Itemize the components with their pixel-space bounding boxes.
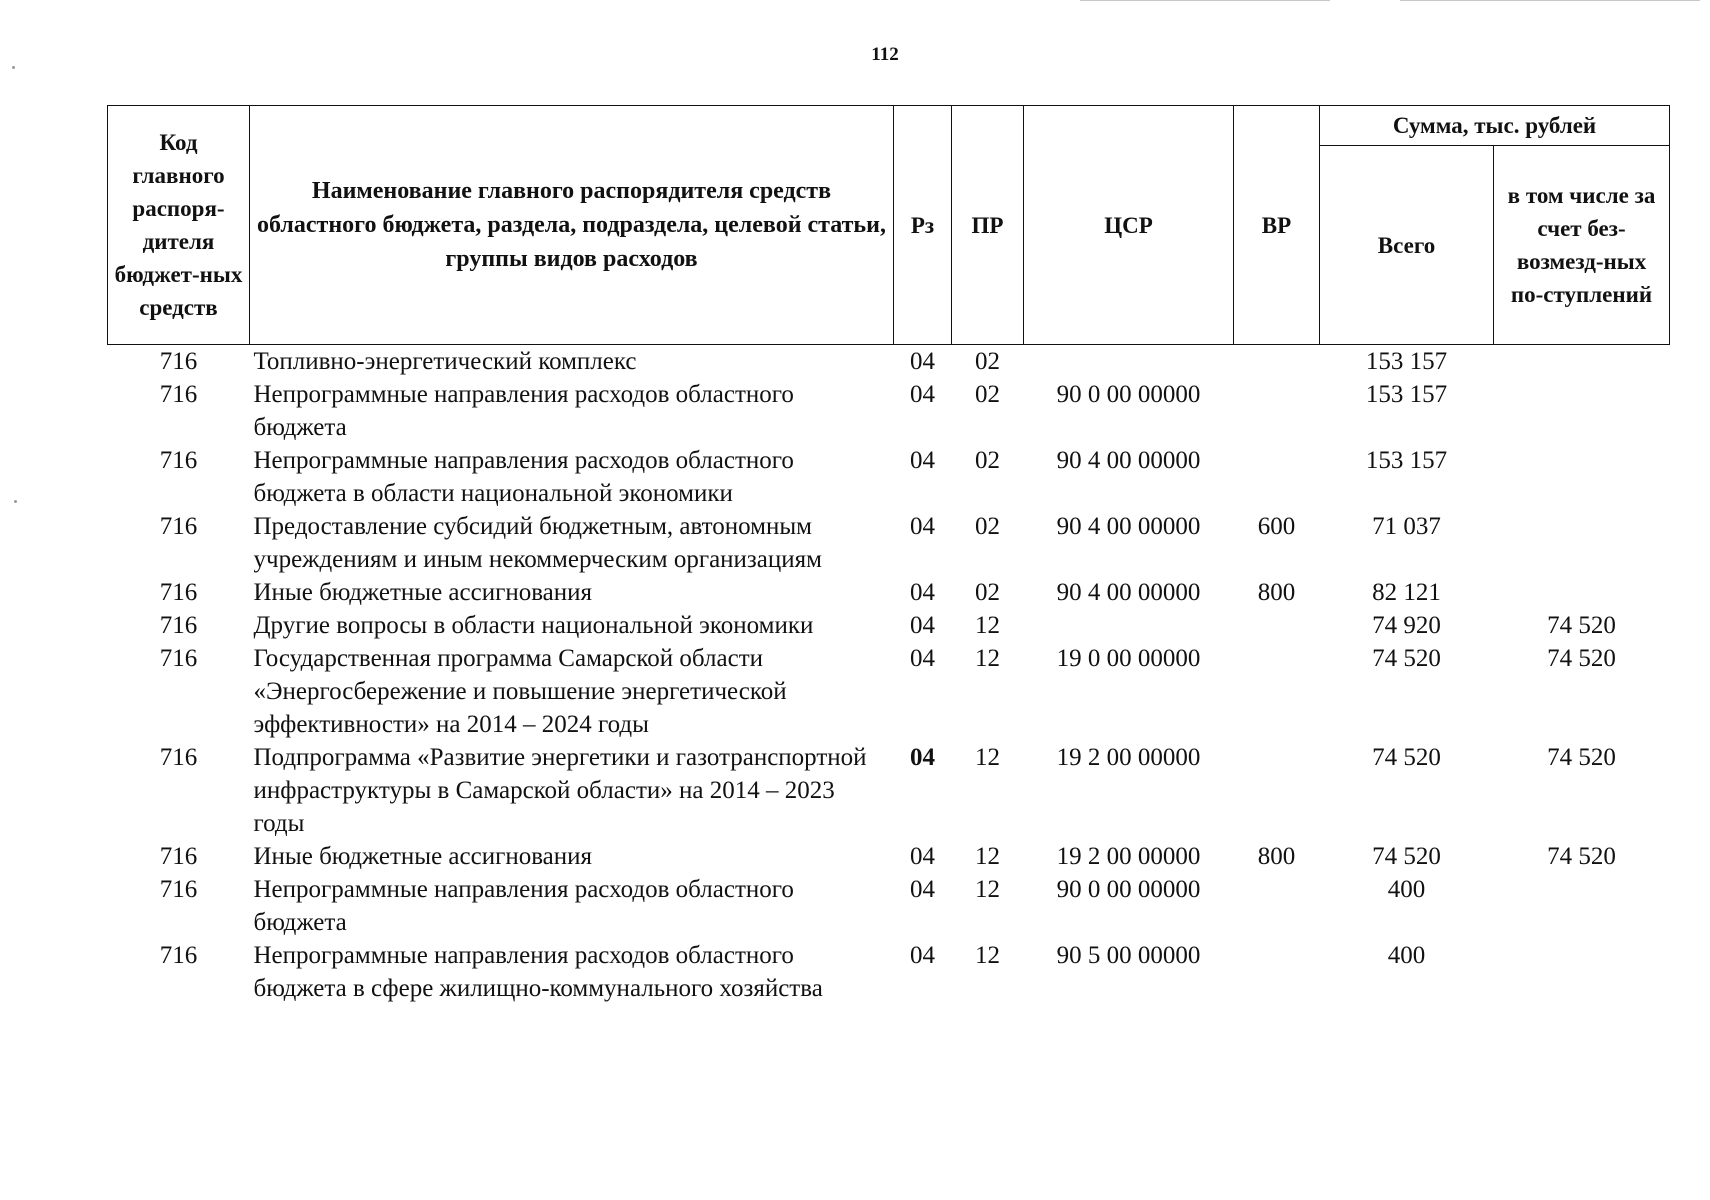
cell-free (1494, 873, 1670, 939)
cell-name: Непрограммные направления расходов областного бюджета в сфере жилищно-коммунального хозяйства (253, 942, 823, 1002)
scan-artifact-line (1400, 0, 1700, 1)
table-row (108, 510, 1670, 576)
cell-pr: 02 (975, 348, 1000, 375)
cell-pr: 12 (975, 744, 1000, 771)
cell-name: Топливно-энергетический комплекс (253, 348, 637, 375)
table-row (108, 444, 1670, 510)
cell-name: Непрограммные направления расходов областного бюджета в области национальной экономики (253, 447, 794, 507)
table-row (108, 840, 1670, 873)
cell-pr: 02 (975, 447, 1000, 474)
cell-vr (1234, 444, 1320, 510)
cell-total: 82 121 (1372, 579, 1441, 606)
cell-free (1494, 378, 1670, 444)
header-name: Наименование главного распорядителя средств областного бюджета, раздела, подраздела, целевой статьи, группы видов расходов (250, 106, 894, 345)
cell-name: Предоставление субсидий бюджетным, автономным учреждениям и иным некоммерческим организациям (253, 513, 822, 573)
table-row (108, 873, 1670, 939)
cell-free (1494, 510, 1670, 576)
cell-free: 74 520 (1547, 645, 1616, 672)
cell-name: Непрограммные направления расходов областного бюджета (253, 876, 794, 936)
cell-code: 716 (159, 579, 198, 606)
cell-code: 716 (159, 942, 198, 969)
header-sum: Сумма, тыс. рублей (1320, 106, 1670, 146)
table-row (108, 576, 1670, 609)
cell-rz: 04 (910, 942, 935, 969)
cell-csr: 90 5 00 00000 (1056, 942, 1201, 969)
table-row (108, 939, 1670, 1005)
cell-rz: 04 (910, 348, 935, 375)
cell-vr (1234, 939, 1320, 1005)
cell-rz: 04 (910, 744, 935, 771)
cell-pr: 02 (975, 381, 1000, 408)
table-body (108, 345, 1670, 1006)
cell-csr: 90 4 00 00000 (1056, 513, 1201, 540)
table-header (108, 106, 1670, 345)
header-pr: ПР (952, 106, 1024, 345)
cell-name: Иные бюджетные ассигнования (253, 843, 593, 870)
cell-pr: 02 (975, 513, 1000, 540)
cell-name: Непрограммные направления расходов областного бюджета (253, 381, 794, 441)
cell-csr: 19 2 00 00000 (1056, 843, 1201, 870)
cell-code: 716 (159, 612, 198, 639)
cell-csr: 90 0 00 00000 (1056, 876, 1201, 903)
cell-name: Другие вопросы в области национальной экономики (253, 612, 814, 639)
cell-rz: 04 (910, 381, 935, 408)
cell-vr: 600 (1257, 513, 1296, 540)
cell-vr (1234, 741, 1320, 840)
cell-vr: 800 (1257, 579, 1296, 606)
cell-pr: 12 (975, 612, 1000, 639)
cell-rz: 04 (910, 513, 935, 540)
cell-rz: 04 (910, 645, 935, 672)
cell-total: 74 520 (1372, 645, 1441, 672)
cell-rz: 04 (910, 579, 935, 606)
table-row (108, 609, 1670, 642)
cell-total: 153 157 (1365, 381, 1448, 408)
cell-free: 74 520 (1547, 744, 1616, 771)
cell-total: 74 520 (1372, 843, 1441, 870)
header-rz: Рз (894, 106, 952, 345)
cell-code: 716 (159, 513, 198, 540)
cell-free (1494, 939, 1670, 1005)
cell-name: Иные бюджетные ассигнования (253, 579, 593, 606)
table-row (108, 345, 1670, 379)
cell-csr: 19 2 00 00000 (1056, 744, 1201, 771)
cell-code: 716 (159, 876, 198, 903)
cell-csr (1024, 609, 1234, 642)
cell-free (1494, 444, 1670, 510)
cell-free: 74 520 (1547, 843, 1616, 870)
table-row (108, 741, 1670, 840)
header-code: Код главного распоря-дителя бюджет-ных средств (108, 106, 250, 345)
cell-vr (1234, 378, 1320, 444)
cell-pr: 12 (975, 843, 1000, 870)
cell-csr: 90 4 00 00000 (1056, 447, 1201, 474)
cell-code: 716 (159, 348, 198, 375)
cell-total: 400 (1387, 876, 1426, 903)
cell-total: 153 157 (1365, 348, 1448, 375)
cell-rz: 04 (910, 843, 935, 870)
cell-code: 716 (159, 381, 198, 408)
cell-rz: 04 (910, 447, 935, 474)
cell-code: 716 (159, 447, 198, 474)
cell-name: Подпрограмма «Развитие энергетики и газотранспортной инфраструктуры в Самарской области» на 2014 – 2023 годы (253, 744, 867, 837)
scan-artifact-dot (14, 500, 17, 503)
cell-free: 74 520 (1547, 612, 1616, 639)
cell-csr: 90 4 00 00000 (1056, 579, 1201, 606)
header-vr: ВР (1234, 106, 1320, 345)
budget-table (107, 105, 1670, 1005)
cell-vr (1234, 642, 1320, 741)
cell-pr: 02 (975, 579, 1000, 606)
page-number: 112 (871, 44, 899, 65)
cell-total: 74 520 (1372, 744, 1441, 771)
header-total: Всего (1320, 146, 1494, 345)
cell-csr: 19 0 00 00000 (1056, 645, 1201, 672)
cell-code: 716 (159, 645, 198, 672)
cell-pr: 12 (975, 942, 1000, 969)
header-csr: ЦСР (1024, 106, 1234, 345)
cell-total: 153 157 (1365, 447, 1448, 474)
cell-csr: 90 0 00 00000 (1056, 381, 1201, 408)
cell-free (1494, 345, 1670, 379)
cell-rz: 04 (910, 876, 935, 903)
cell-pr: 12 (975, 645, 1000, 672)
cell-vr (1234, 609, 1320, 642)
scan-artifact-line (1080, 0, 1330, 1)
cell-rz: 04 (910, 612, 935, 639)
cell-total: 74 920 (1372, 612, 1441, 639)
cell-code: 716 (159, 744, 198, 771)
cell-total: 400 (1387, 942, 1426, 969)
cell-free (1494, 576, 1670, 609)
cell-pr: 12 (975, 876, 1000, 903)
cell-vr: 800 (1257, 843, 1296, 870)
table-row (108, 378, 1670, 444)
cell-vr (1234, 345, 1320, 379)
cell-code: 716 (159, 843, 198, 870)
table-row (108, 642, 1670, 741)
cell-total: 71 037 (1372, 513, 1441, 540)
cell-csr (1024, 345, 1234, 379)
cell-vr (1234, 873, 1320, 939)
scan-artifact-dot (12, 66, 15, 69)
header-free: в том числе за счет без-возмезд-ных по-ступлений (1494, 146, 1670, 345)
cell-name: Государственная программа Самарской области «Энергосбережение и повышение энергетической эффективности» на 2014 – 2024 годы (253, 645, 787, 738)
